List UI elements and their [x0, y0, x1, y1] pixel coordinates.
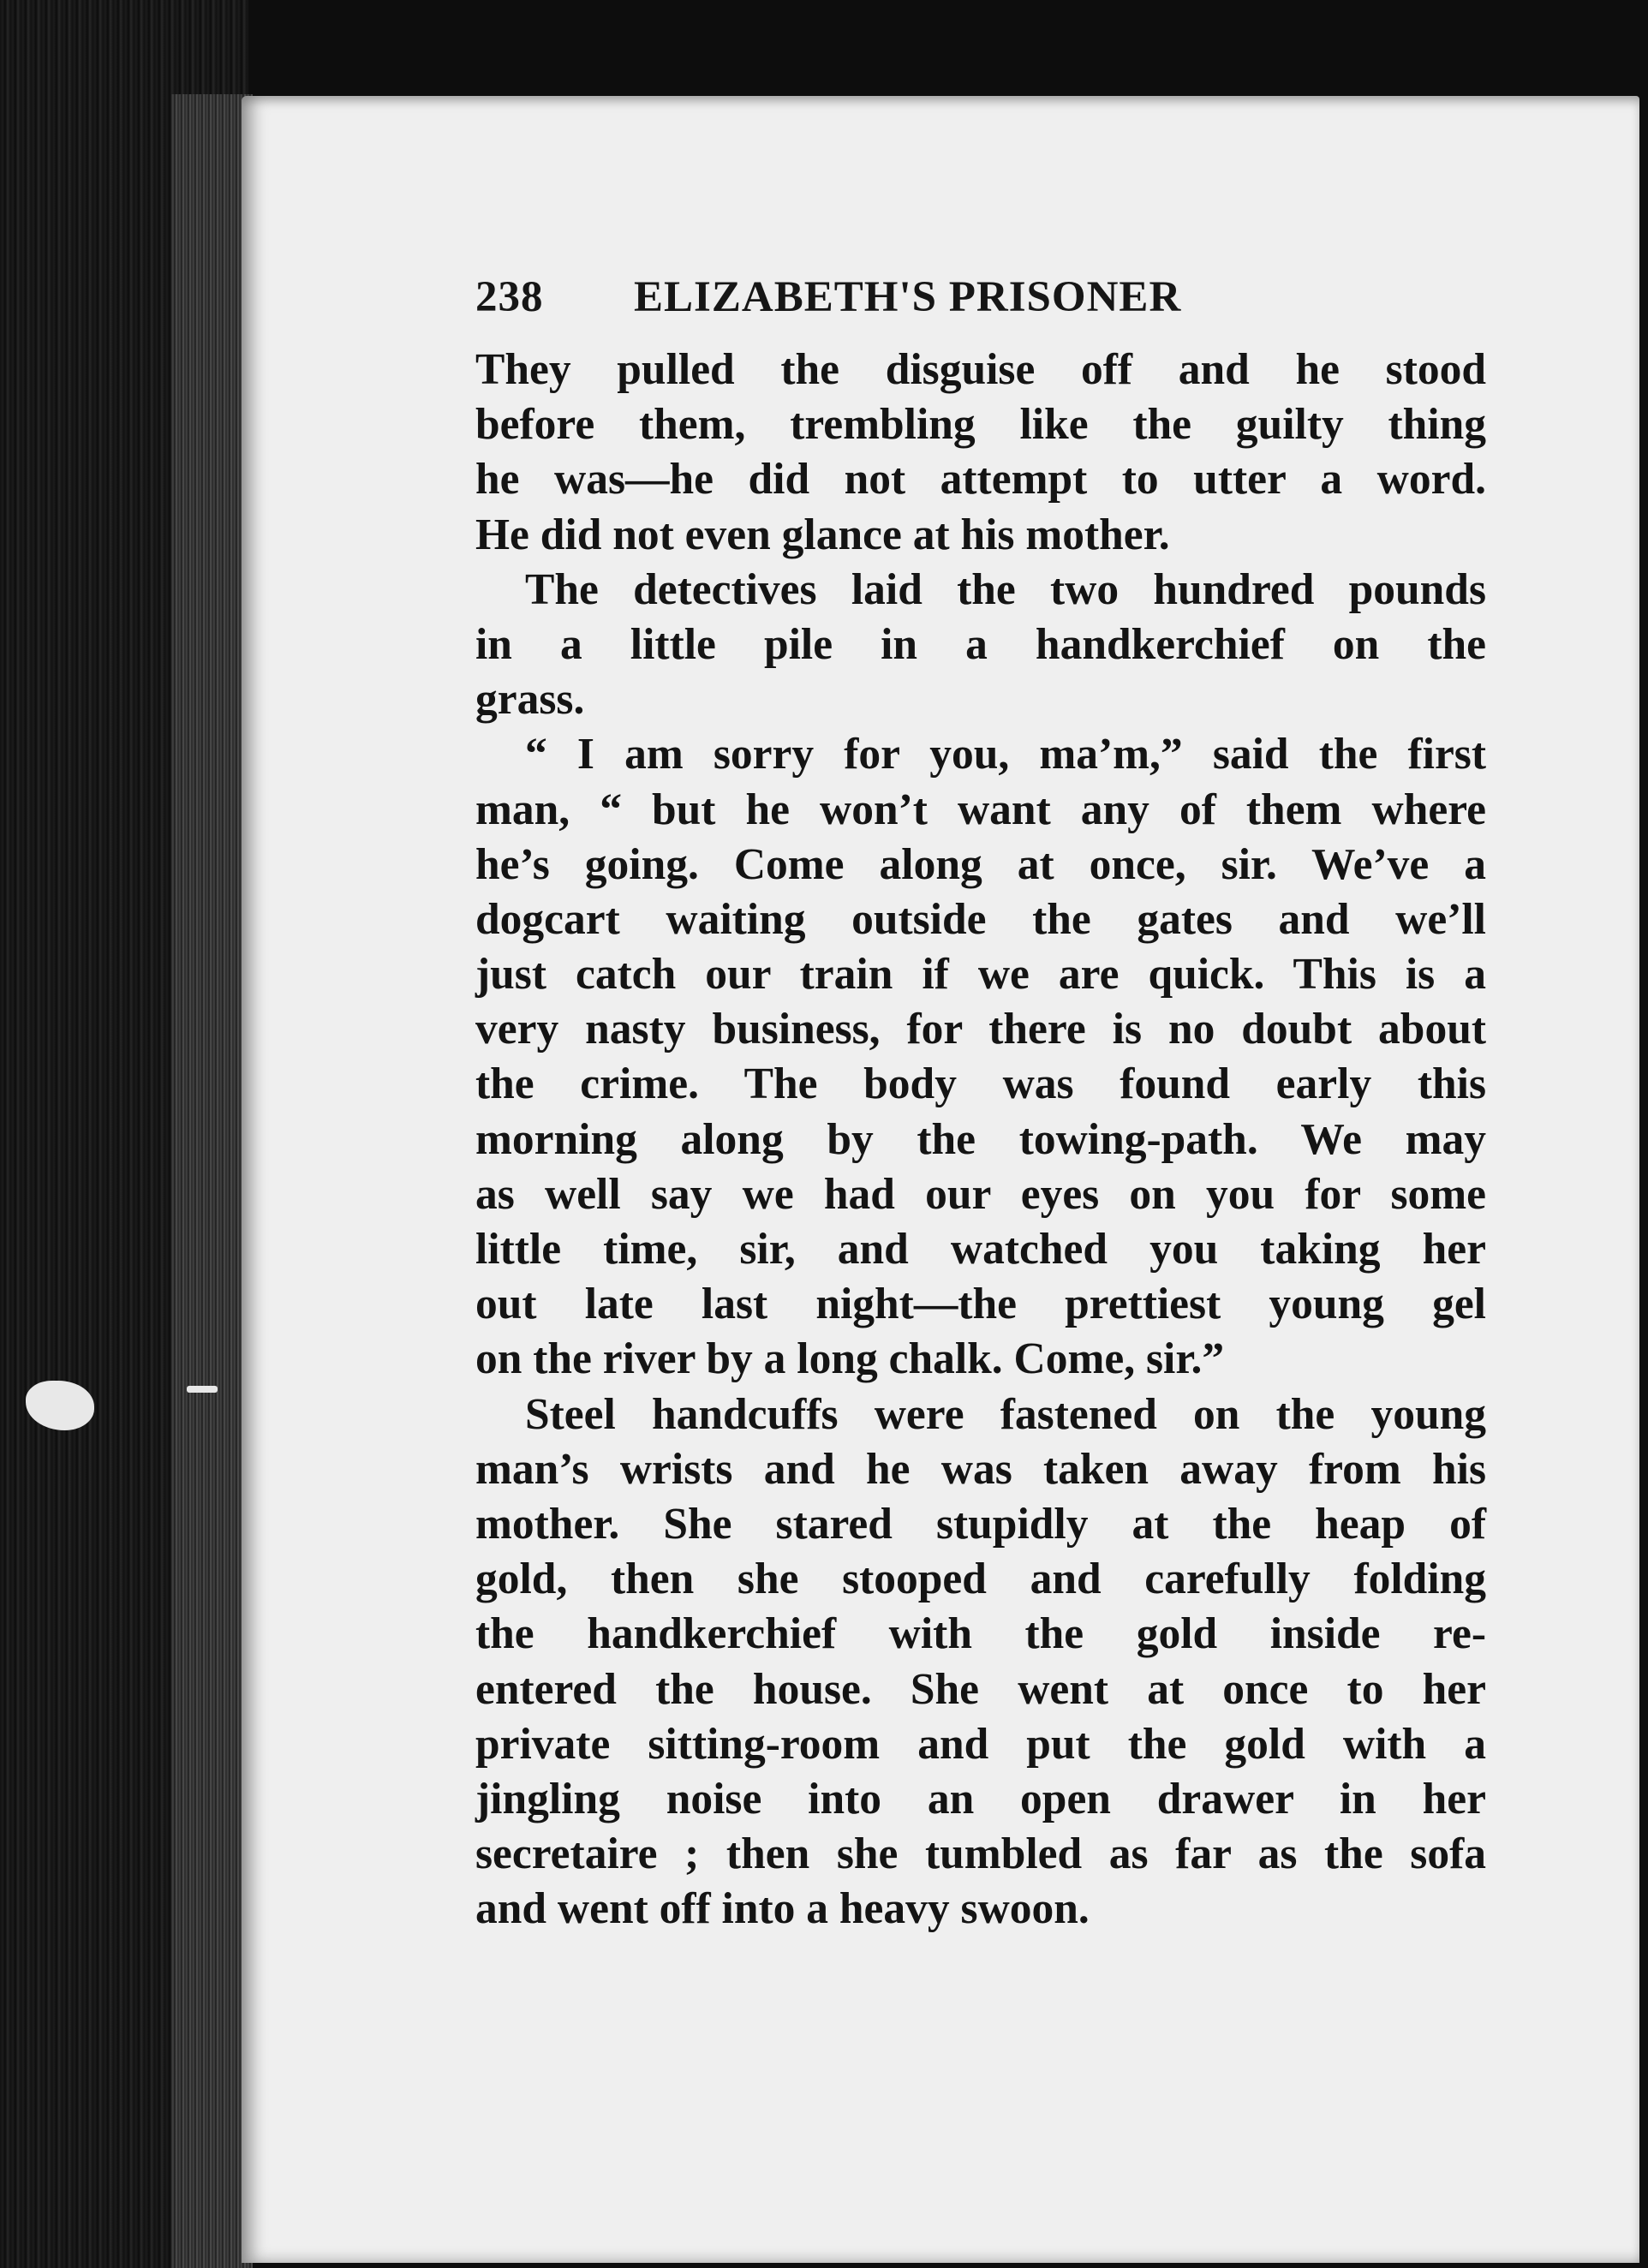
text-line: man’s wrists and he was taken away from his	[475, 1444, 1486, 1494]
page-stack-edge	[171, 94, 253, 2268]
text-line: as well say we had our eyes on you for some	[475, 1169, 1486, 1219]
scan-speck	[187, 1386, 218, 1393]
text-line: the crime. The body was found early this	[475, 1059, 1486, 1109]
text-line: he’s going. Come along at once, sir. We’ve a	[475, 839, 1486, 889]
text-line: jingling noise into an open drawer in her	[475, 1774, 1486, 1823]
text-line: he was—he did not attempt to utter a word.	[475, 455, 1486, 504]
body-text	[475, 343, 1486, 1937]
text-line: “ I am sorry for you, ma’m,” said the first	[525, 730, 1486, 779]
text-line: out late last night—the prettiest young gel	[475, 1280, 1486, 1329]
text-line: private sitting-room and put the gold with a	[475, 1719, 1486, 1769]
text-line: The detectives laid the two hundred pounds	[525, 564, 1486, 614]
text-line: mother. She stared stupidly at the heap of	[475, 1499, 1486, 1549]
text-line: little time, sir, and watched you taking her	[475, 1225, 1486, 1274]
text-line: man, “ but he won’t want any of them where	[475, 785, 1486, 834]
text-line: Steel handcuffs were fastened on the young	[525, 1389, 1486, 1439]
text-line: just catch our train if we are quick. This is a	[475, 950, 1486, 1000]
page-number: 238	[475, 273, 544, 321]
text-line: gold, then she stooped and carefully folding	[475, 1555, 1486, 1604]
text-line: on the river by a long chalk. Come, sir.”	[475, 1334, 1225, 1384]
text-line: very nasty business, for there is no doubt about	[475, 1005, 1486, 1054]
text-line: entered the house. She went at once to her	[475, 1664, 1486, 1714]
text-line: grass.	[475, 675, 585, 725]
text-line: and went off into a heavy swoon.	[475, 1884, 1090, 1934]
text-line: the handkerchief with the gold inside re-	[475, 1609, 1486, 1659]
text-line: dogcart waiting outside the gates and we’ll	[475, 894, 1486, 944]
text-line: in a little pile in a handkerchief on the	[475, 619, 1486, 669]
text-line: morning along by the towing-path. We may	[475, 1114, 1486, 1164]
page-header	[475, 272, 1486, 332]
text-line: He did not even glance at his mother.	[475, 510, 1170, 559]
running-title: ELIZABETH'S PRISONER	[634, 273, 1182, 321]
text-line: They pulled the disguise off and he stood	[475, 345, 1486, 394]
text-line: before them, trembling like the guilty thing	[475, 400, 1486, 450]
text-line: secretaire ; then she tumbled as far as the sofa	[475, 1829, 1486, 1879]
